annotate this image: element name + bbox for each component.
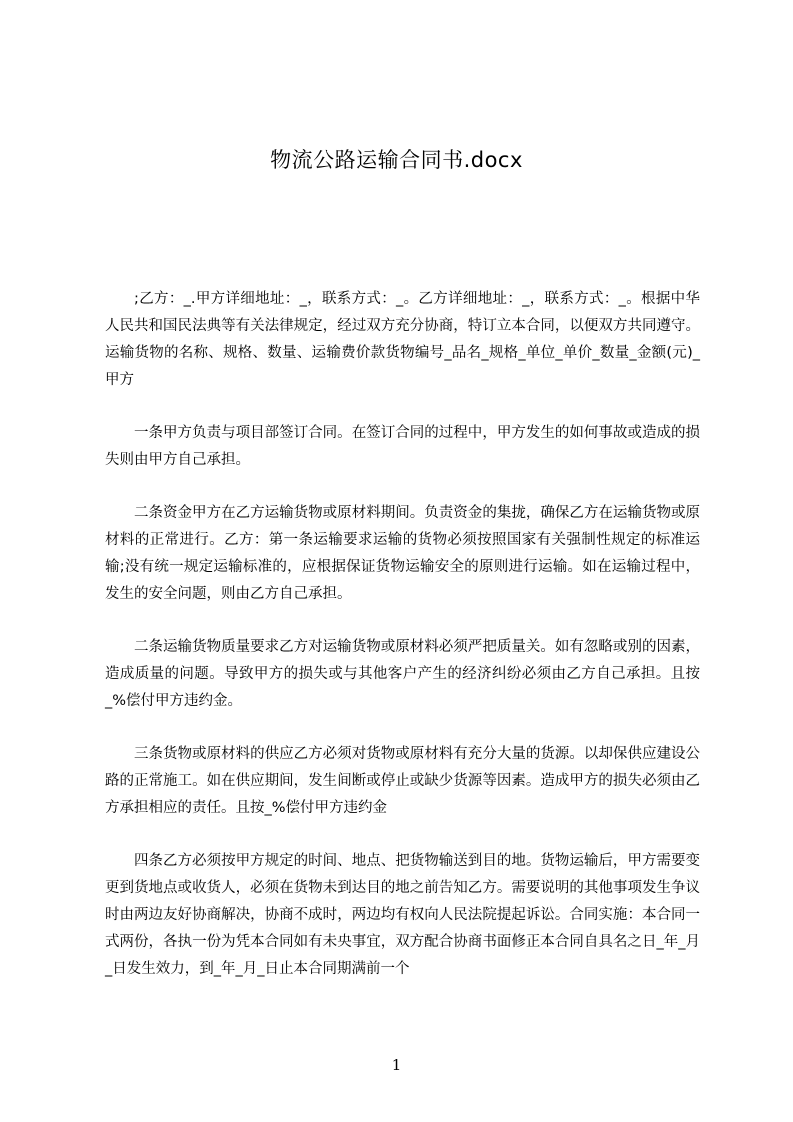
paragraph-clause-3: 三条货物或原材料的供应乙方必须对货物或原材料有充分大量的货源。以却保供应建设公路的正常施工。如在供应期间，发生间断或停止或缺少货源等因素。造成甲方的损失必须由乙方承担相应的责任。且按_%偿付甲方违约金: [105, 746, 700, 816]
paragraph-clause-4: 四条乙方必须按甲方规定的时间、地点、把货物输送到目的地。货物运输后，甲方需要变更到货地点或收货人，必须在货物未到达目的地之前告知乙方。需要说明的其他事项发生争议时由两边友好协商解决，协商不成时，两边均有权向人民法院提起诉讼。合同实施：本合同一式两份，各执一份为凭本合同如有未央事宜，双方配合协商书面修正本合同自具名之日_年_月_日发生效力，到_年_月_日止本合同期满前一个: [105, 853, 700, 977]
document-body: [105, 286, 700, 1009]
paragraph-intro: ;乙方：_.甲方详细地址：_，联系方式：_。乙方详细地址：_，联系方式：_。根据中华人民共和国民法典等有关法律规定，经过双方充分协商，特订立本合同，以便双方共同遵守。运输货物的名称、规格、数量、运输费价款货物编号_品名_规格_单位_单价_数量_金额(元)_甲方: [105, 291, 700, 388]
paragraph-clause-2-quality: 二条运输货物质量要求乙方对运输货物或原材料必须严把质量关。如有忽略或别的因素，造成质量的问题。导致甲方的损失或与其他客户产生的经济纠纷必须由乙方自己承担。且按_%偿付甲方违约金。: [105, 639, 700, 709]
page-number: 1: [391, 1056, 402, 1074]
document-title: 物流公路运输合同书.docx: [270, 148, 523, 172]
paragraph-clause-2-funds: 二条资金甲方在乙方运输货物或原材料期间。负责资金的集拢，确保乙方在运输货物或原材料的正常进行。乙方：第一条运输要求运输的货物必须按照国家有关强制性规定的标准运输;没有统一规定运输标准的，应根据保证货物运输安全的原则进行运输。如在运输过程中，发生的安全问题，则由乙方自己承担。: [105, 505, 700, 602]
paragraph-clause-1: 一条甲方负责与项目部签订合同。在签订合同的过程中，甲方发生的如何事故或造成的损失则由甲方自己承担。: [105, 425, 700, 468]
